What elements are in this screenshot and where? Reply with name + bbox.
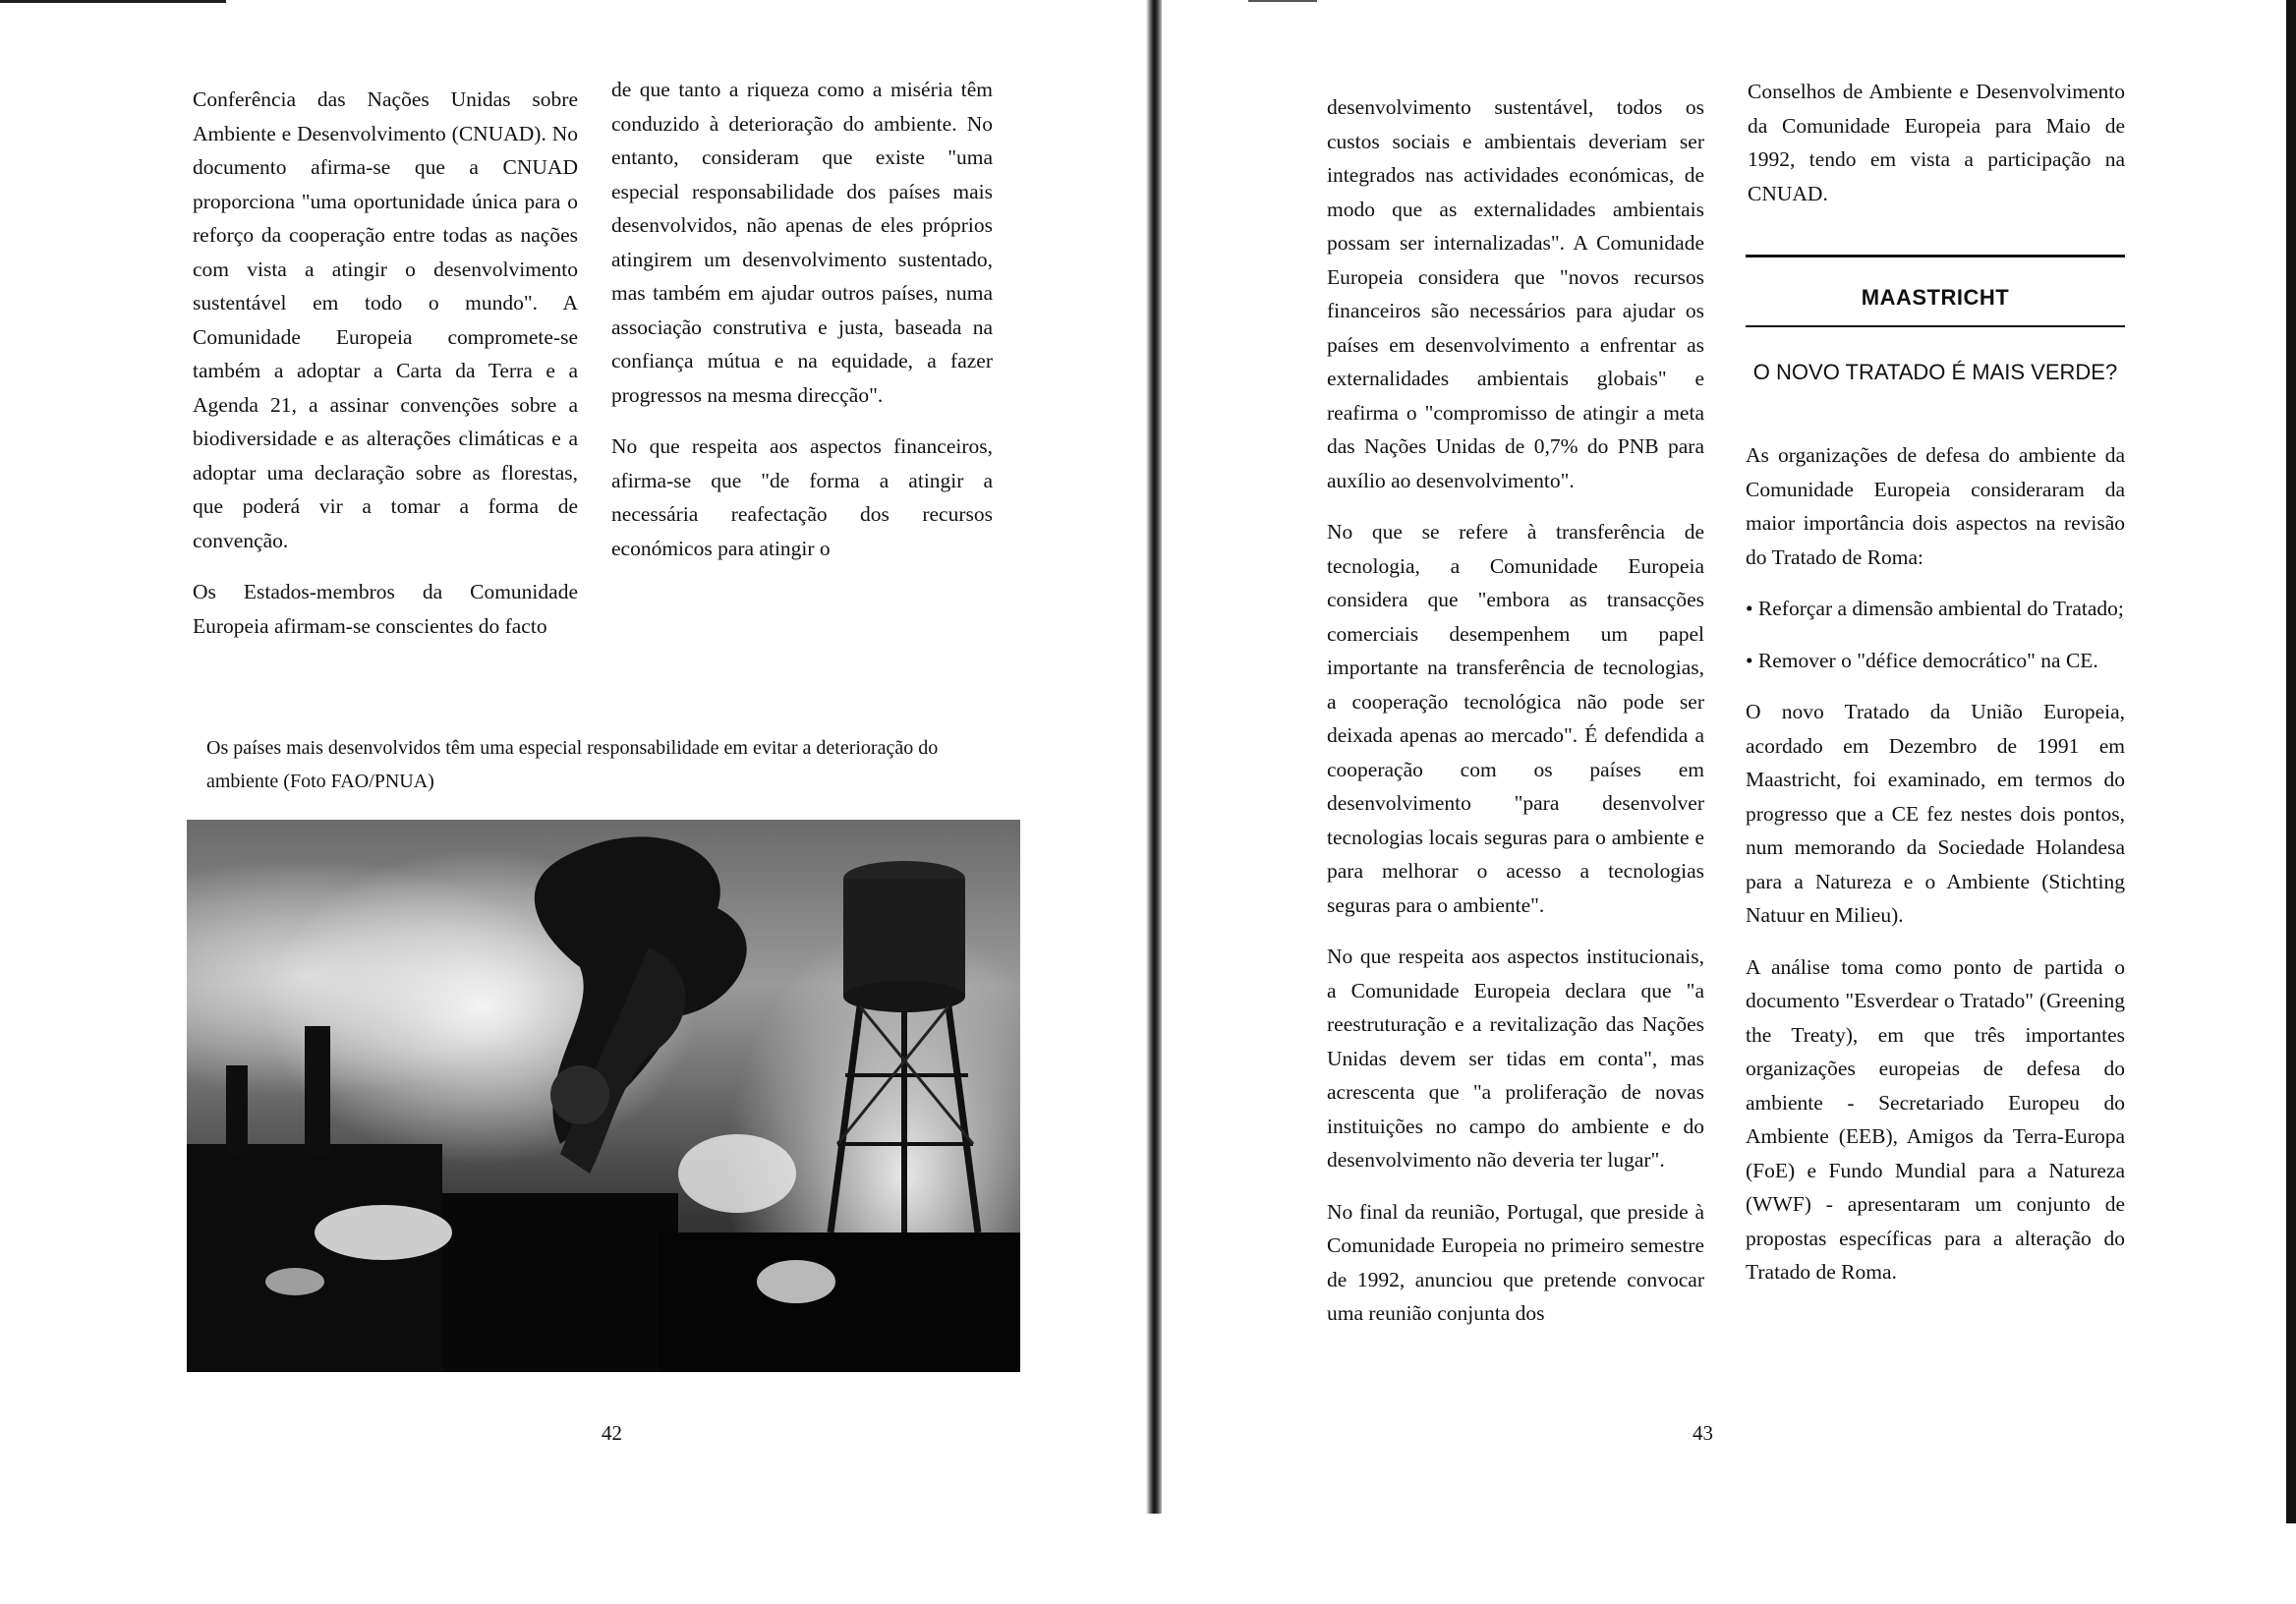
scan-page-edge bbox=[2286, 0, 2296, 1523]
left-page-column-1 bbox=[193, 83, 578, 660]
industrial-smoke-photo bbox=[187, 820, 1020, 1372]
paragraph: Conselhos de Ambiente e Desenvolvimento da Comunidade Europeia para Maio de 1992, tendo em vista a participação na CNUAD. bbox=[1748, 80, 2125, 205]
paragraph: No que respeita aos aspectos financeiros, afirma-se que "de forma a atingir a necessária reafectação dos recursos económicos para atingir o bbox=[611, 434, 993, 560]
section-rule-bottom bbox=[1746, 325, 2125, 327]
paragraph: No que respeita aos aspectos institucionais, a Comunidade Europeia declara que "a reestruturação e a revitalização das Nações Unidas devem ser tidas em conta", mas acrescenta que "a proliferação de novas instituições no campo do ambiente e do desenvolvimento não deveria ter lugar". bbox=[1327, 945, 1704, 1172]
paragraph: Os Estados-membros da Comunidade Europeia afirmam-se conscientes do facto bbox=[193, 580, 578, 638]
paragraph: As organizações de defesa do ambiente da Comunidade Europeia consideraram da maior importância dois aspectos na revisão do Tratado de Roma: bbox=[1746, 443, 2125, 569]
paragraph: Conferência das Nações Unidas sobre Ambiente e Desenvolvimento (CNUAD). No documento afirma-se que a CNUAD proporciona "uma oportunidade única para o reforço da cooperação entre todas as nações com vista a atingir o desenvolvimento sustentável em todo o mundo". A Comunidade Europeia compromete-se também a adoptar a Carta da Terra e a Agenda 21, a assinar convenções sobre a biodiversidade e as alterações climáticas e a adoptar uma declaração sobre as florestas, que poderá vir a tomar a forma de convenção. bbox=[193, 87, 578, 552]
bullet-item: • Remover o "défice democrático" na CE. bbox=[1746, 648, 2098, 672]
section-subtitle: O NOVO TRATADO É MAIS VERDE? bbox=[1752, 360, 2118, 384]
paragraph: de que tanto a riqueza como a miséria têm conduzido à deterioração do ambiente. No entanto, consideram que existe "uma especial responsabilidade dos países mais desenvolvidos, não apenas de eles próprios atingirem um desenvolvimento sustentado, mas também em ajudar outros países, numa associação construtiva e justa, baseada na confiança mútua e na equidade, a fazer progressos na mesma direcção". bbox=[611, 78, 993, 407]
paragraph: O novo Tratado da União Europeia, acordado em Dezembro de 1991 em Maastricht, foi examinado, em termos do progresso que a CE fez nestes dois pontos, num memorando da Sociedade Holandesa para a Natureza e o Ambiente (Stichting Natuur en Milieu). bbox=[1746, 700, 2125, 927]
book-gutter bbox=[1146, 0, 1162, 1514]
paragraph: desenvolvimento sustentável, todos os custos sociais e ambientais deveriam ser integrados nas actividades económicas, de modo que as externalidades ambientais possam ser internalizadas". A Comunidade Europeia considera que "novos recursos financeiros são necessários para ajudar os países em desenvolvimento a enfrentar as externalidades ambientais globais" e reafirma o "compromisso de atingir a meta das Nações Unidas de 0,7% do PNB para auxílio ao desenvolvimento". bbox=[1327, 95, 1704, 492]
paragraph: No que se refere à transferência de tecnologia, a Comunidade Europeia considera que "embora as transacções comerciais desempenhem um papel importante na transferência de tecnologias, a cooperação tecnológica não pode ser deixada apenas ao mercado". É defendida a cooperação com os países em desenvolvimento "para desenvolver tecnologias locais seguras para o ambiente e para melhorar o acesso a tecnologias seguras para o ambiente". bbox=[1327, 520, 1704, 917]
scan-edge-line bbox=[0, 0, 226, 3]
section-rule-top bbox=[1746, 255, 2125, 258]
right-page-column-1 bbox=[1327, 90, 1704, 1348]
paragraph: A análise toma como ponto de partida o documento "Esverdear o Tratado" (Greening the Treaty), em que três importantes organizações europeias de defesa do ambiente - Secretariado Europeu do Ambiente (EEB), Amigos da Terra-Europa (FoE) e Fundo Mundial para a Natureza (WWF) - apresentaram um conjunto de propostas específicas para a alteração do Tratado de Roma. bbox=[1746, 954, 2125, 1284]
page-number: 43 bbox=[1693, 1421, 1713, 1445]
scan-edge-line bbox=[1248, 0, 1317, 2]
bullet-item: • Reforçar a dimensão ambiental do Tratado; bbox=[1746, 597, 2124, 620]
page-number: 42 bbox=[602, 1421, 622, 1445]
right-page-column-2-intro bbox=[1748, 75, 2125, 228]
photo-caption: Os países mais desenvolvidos têm uma especial responsabilidade em evitar a deterioração do ambiente (Foto FAO/PNUA) bbox=[206, 737, 939, 792]
paragraph: No final da reunião, Portugal, que preside à Comunidade Europeia no primeiro semestre de 1992, anunciou que pretende convocar uma reunião conjunta dos bbox=[1327, 1199, 1704, 1325]
right-page-column-2 bbox=[1746, 438, 2125, 1307]
left-page-column-2 bbox=[611, 73, 993, 583]
section-title: MAASTRICHT bbox=[1861, 285, 2010, 310]
